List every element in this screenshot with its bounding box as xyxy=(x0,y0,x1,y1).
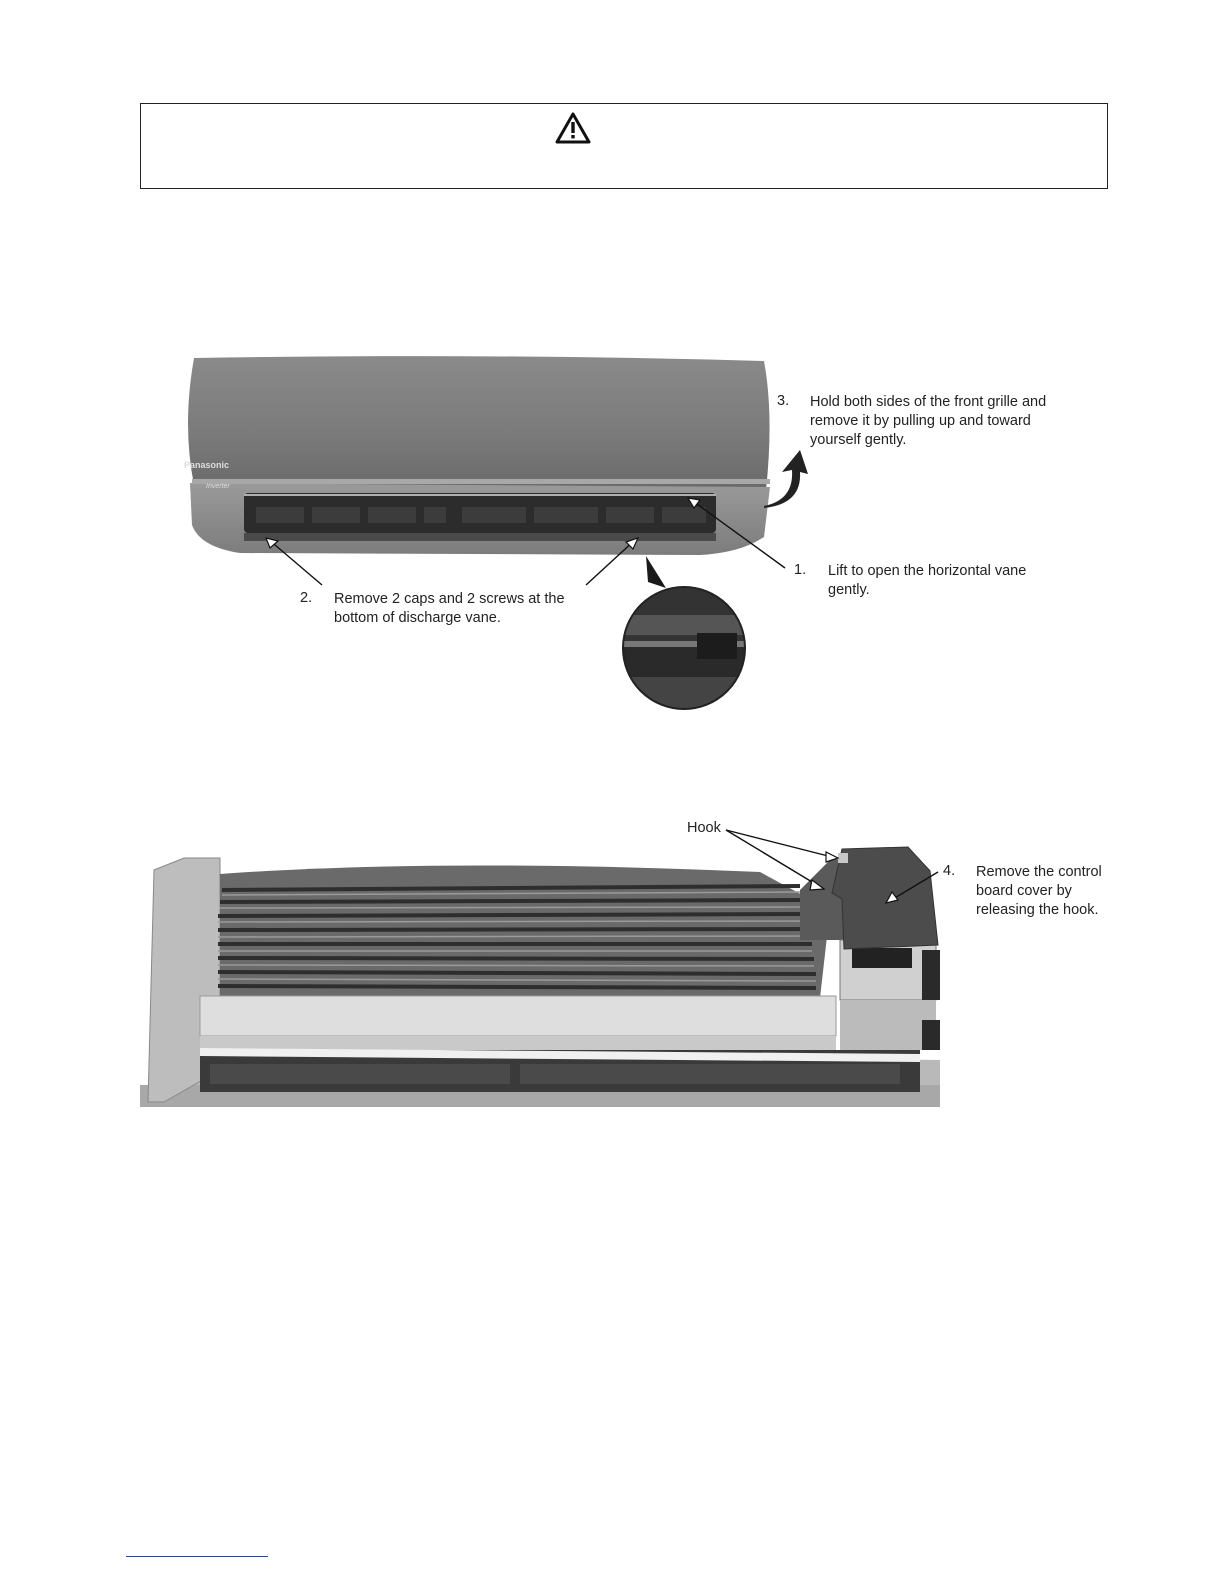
step4-line3: releasing the hook. xyxy=(976,902,1099,918)
step4-number: 4. xyxy=(943,863,956,879)
step2-line1: Remove 2 caps and 2 screws at the xyxy=(334,591,565,607)
step2-number: 2. xyxy=(300,590,313,606)
step1-number: 1. xyxy=(794,562,807,578)
step2-line2: bottom of discharge vane. xyxy=(334,610,501,626)
step3-number: 3. xyxy=(777,393,790,409)
step4-line2: board cover by xyxy=(976,883,1072,899)
step1-line1: Lift to open the horizontal vane xyxy=(828,563,1027,579)
series-logo: Inverter xyxy=(206,483,230,490)
step3-line1: Hold both sides of the front grille and xyxy=(810,394,1047,410)
step3-line3: yourself gently. xyxy=(810,432,907,448)
step1-text xyxy=(828,562,1088,600)
step3-text xyxy=(810,393,1090,450)
step3-line2: remove it by pulling up and toward xyxy=(810,413,1031,429)
footer-link-underline[interactable] xyxy=(126,1556,268,1557)
hook-label: Hook xyxy=(687,820,721,836)
leader-lines-figure1 xyxy=(0,0,1224,720)
step4-text xyxy=(976,863,1146,920)
step1-line2: gently. xyxy=(828,582,870,598)
step2-text xyxy=(334,590,604,628)
brand-logo: Panasonic xyxy=(184,460,230,470)
step4-line1: Remove the control xyxy=(976,864,1102,880)
